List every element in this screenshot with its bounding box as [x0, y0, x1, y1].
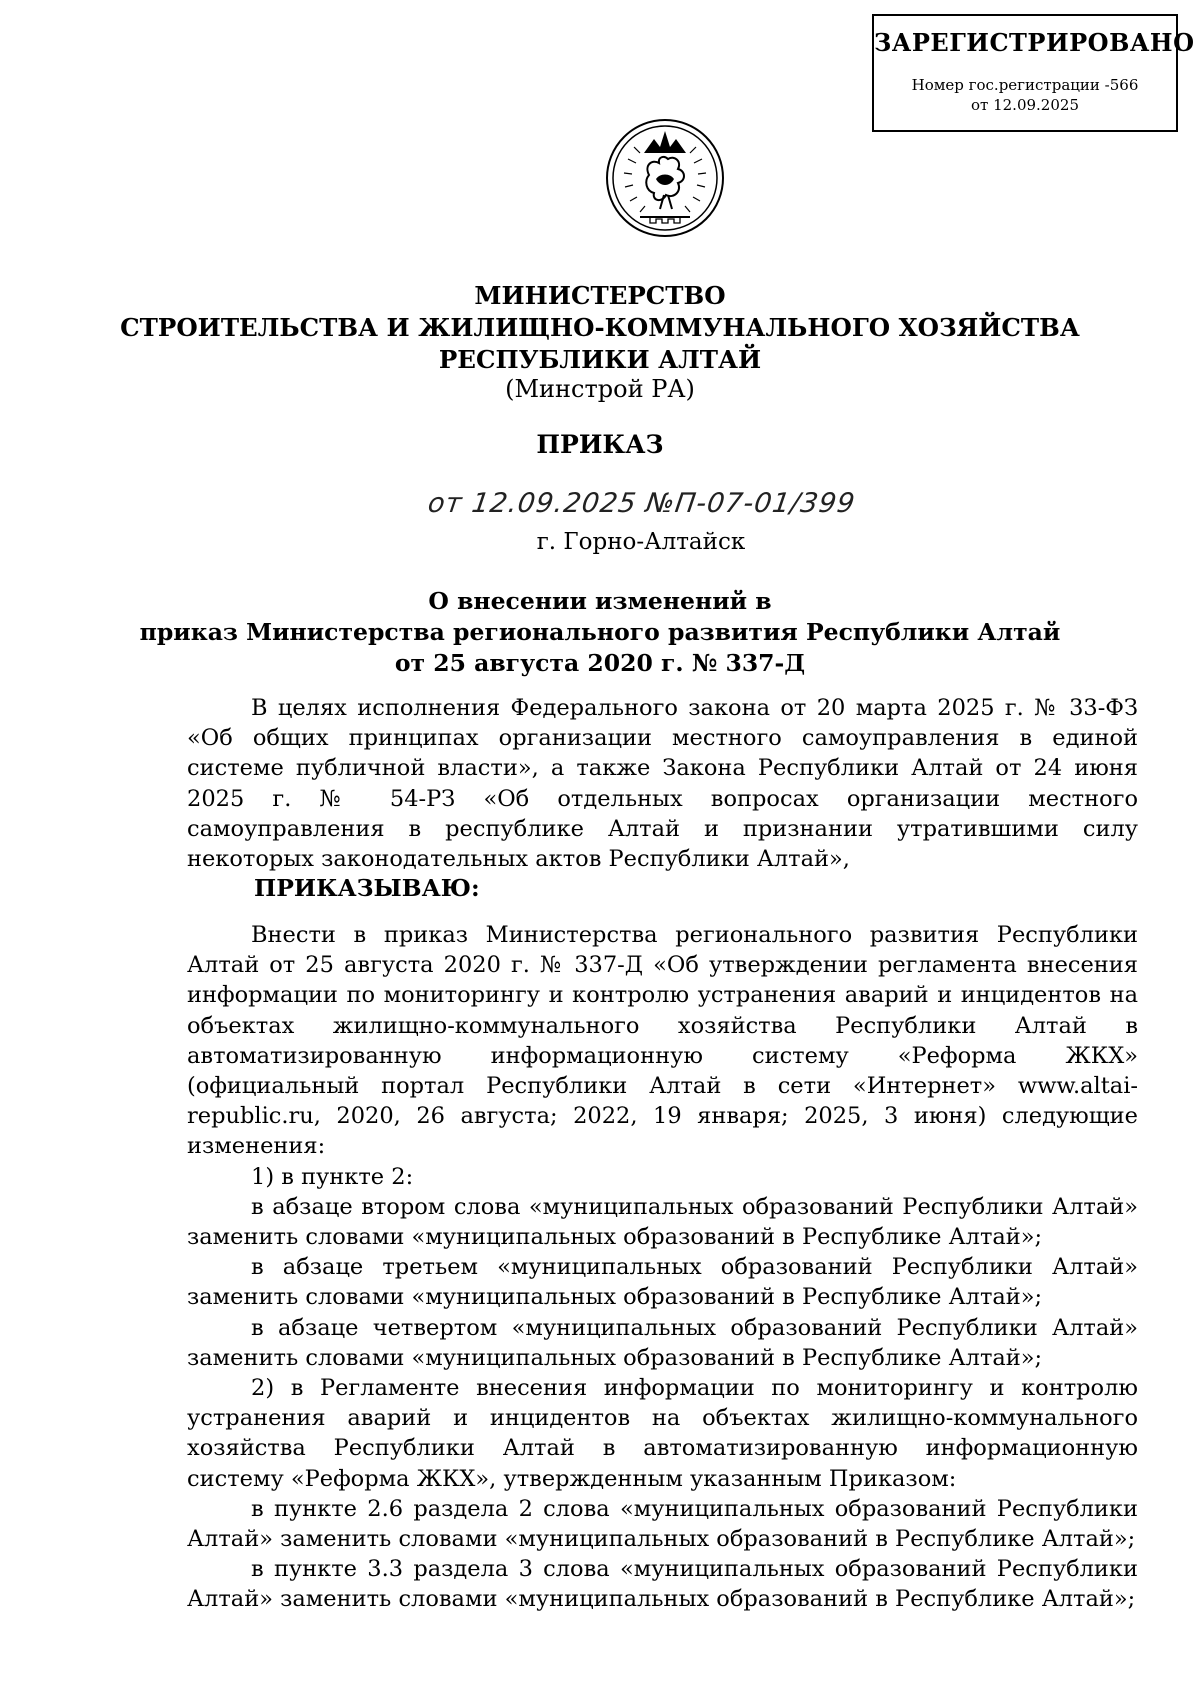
city: г. Горно-Алтайск: [536, 529, 746, 555]
ministry-name: [0, 280, 1200, 376]
intro-paragraph-block: [187, 693, 1138, 874]
body-paragraph: 2) в Регламенте внесения информации по мониторингу и контролю устранения аварий и инцидентов на объектах жилищно-коммунального хозяйства Республики Алтай в автоматизированную информационную систему «Реформа ЖКХ», утвержденным указанным Приказом:: [187, 1375, 1138, 1492]
subject-line-2: приказ Министерства регионального развития Республики Алтай: [139, 618, 1061, 646]
body-paragraph: 1) в пункте 2:: [251, 1163, 414, 1190]
body-paragraph: в абзаце третьем «муниципальных образований Республики Алтай» заменить словами «муниципальных образований в Республике Алтай»;: [187, 1254, 1138, 1311]
body-paragraph: Внести в приказ Министерства регионального развития Республики Алтай от 25 августа 2020 г. № 337-Д «Об утверждении регламента внесения информации по мониторингу и контролю устранения аварий и инцидентов на объектах жилищно-коммунального хозяйства Республики Алтай в автоматизированную информационную систему «Реформа ЖКХ» (официальный портал Республики Алтай в сети «Интернет» www.altai-republic.ru, 2020, 26 августа; 2022, 19 января; 2025, 3 июня) следующие изменения:: [187, 922, 1138, 1160]
order-subject: [0, 586, 1200, 679]
subject-line-3: от 25 августа 2020 г. № 337-Д: [394, 649, 806, 677]
order-verb: ПРИКАЗЫВАЮ:: [254, 874, 480, 902]
subject-line-1: О внесении изменений в: [428, 587, 772, 615]
handwritten-date-number: [425, 476, 858, 522]
order-title: ПРИКАЗ: [536, 430, 664, 459]
body-paragraph: в абзаце втором слова «муниципальных образований Республики Алтай» заменить словами «муниципальных образований в Республике Алтай»;: [187, 1193, 1138, 1251]
ministry-short-name: (Минстрой РА): [505, 375, 695, 403]
order-body: [187, 920, 1138, 1615]
altai-coat-of-arms-icon: [604, 117, 726, 239]
stamp-title: ЗАРЕГИСТРИРОВАНО: [874, 28, 1195, 57]
stamp-reg-date: от 12.09.2025: [971, 96, 1079, 114]
stamp-reg-number: Номер гос.регистрации -566: [911, 76, 1139, 94]
ministry-line-2: СТРОИТЕЛЬСТВА И ЖИЛИЩНО-КОММУНАЛЬНОГО ХОЗЯЙСТВА: [120, 313, 1080, 342]
intro-paragraph: В целях исполнения Федерального закона от 20 марта 2025 г. № 33-ФЗ «Об общих принципах организации местного самоуправления в единой системе публичной власти», а также Закона Республики Алтай от 24 июня 2025 г. № 54-РЗ «Об отдельных вопросах организации местного самоуправления в республике Алтай и признании утратившими силу некоторых законодательных актов Республики Алтай»,: [187, 695, 1138, 873]
body-paragraph: в пункте 3.3 раздела 3 слова «муниципальных образований Республики Алтай» заменить словами «муниципальных образований в Республике Алтай»;: [187, 1556, 1138, 1613]
body-paragraph: в пункте 2.6 раздела 2 слова «муниципальных образований Республики Алтай» заменить словами «муниципальных образований в Республике Алтай»;: [187, 1495, 1138, 1553]
handwritten-date-number-text: от 12.09.2025 №П-07-01/399: [425, 488, 858, 519]
registration-stamp: [872, 14, 1195, 132]
ministry-line-1: МИНИСТЕРСТВО: [474, 281, 726, 310]
ministry-line-3: РЕСПУБЛИКИ АЛТАЙ: [438, 345, 762, 374]
body-paragraph: в абзаце четвертом «муниципальных образований Республики Алтай» заменить словами «муниципальных образований в Республике Алтай»;: [187, 1314, 1138, 1371]
